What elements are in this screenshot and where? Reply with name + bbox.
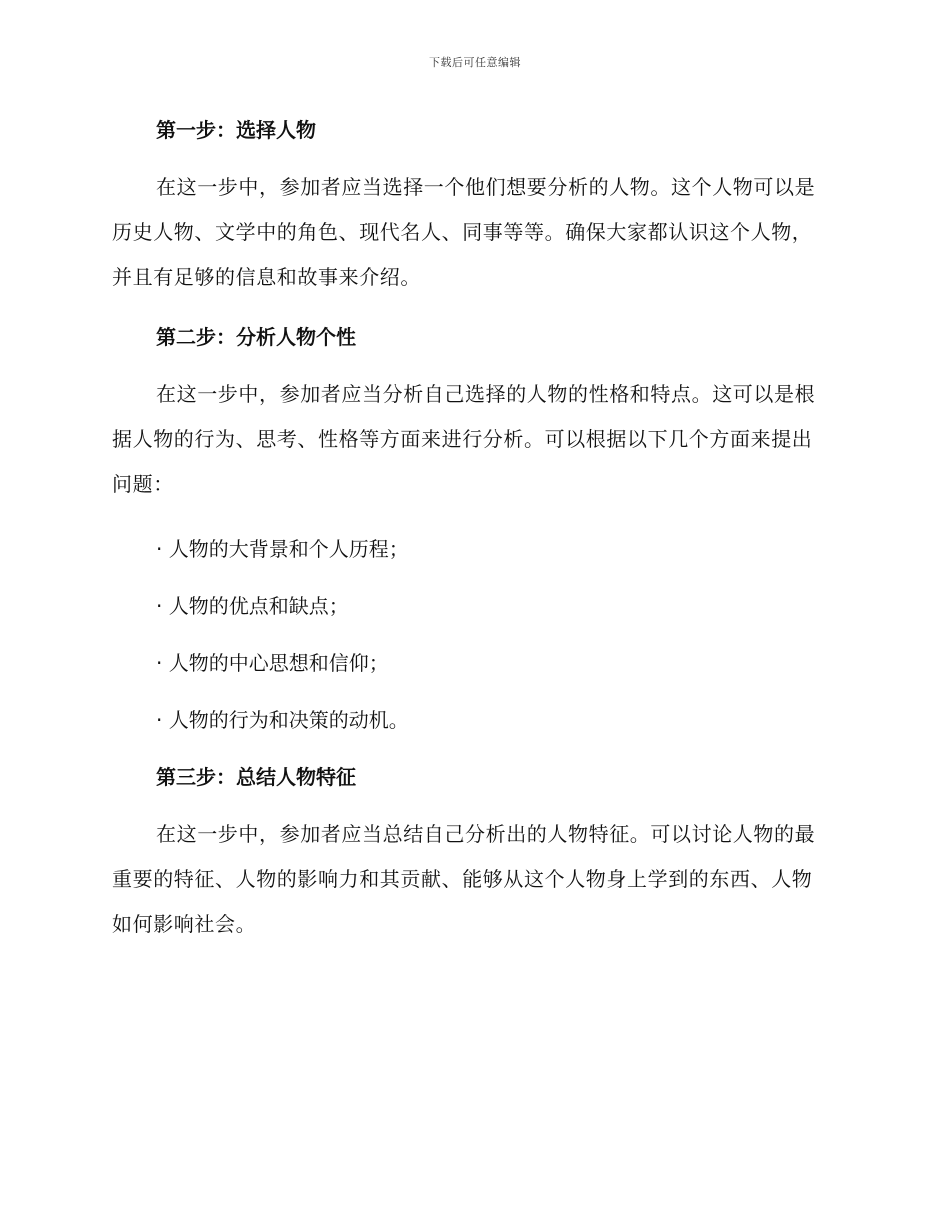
bullet-item: · 人物的优点和缺点； — [156, 594, 349, 618]
section-heading-step-2: 第二步：分析人物个性 — [156, 325, 356, 349]
bullet-item: · 人物的大背景和个人历程； — [156, 537, 409, 561]
section-heading-step-3: 第三步：总结人物特征 — [156, 765, 356, 789]
section-heading-step-1: 第一步：选择人物 — [156, 118, 316, 142]
document-body — [112, 110, 832, 947]
section-paragraph-step-2: 在这一步中，参加者应当分析自己选择的人物的性格和特点。这可以是根据人物的行为、思考、性格等方面来进行分析。可以根据以下几个方面来提出问题： — [112, 382, 816, 496]
bullet-item: · 人物的中心思想和信仰； — [156, 651, 389, 675]
header-note: 下载后可任意编辑 — [429, 56, 521, 69]
section-paragraph-step-1: 在这一步中，参加者应当选择一个他们想要分析的人物。这个人物可以是历史人物、文学中的角色、现代名人、同事等等。确保大家都认识这个人物，并且有足够的信息和故事来介绍。 — [112, 175, 816, 289]
bullet-item: · 人物的行为和决策的动机。 — [156, 708, 409, 732]
section-paragraph-step-3: 在这一步中，参加者应当总结自己分析出的人物特征。可以讨论人物的最重要的特征、人物的影响力和其贡献、能够从这个人物身上学到的东西、人物如何影响社会。 — [112, 822, 816, 936]
